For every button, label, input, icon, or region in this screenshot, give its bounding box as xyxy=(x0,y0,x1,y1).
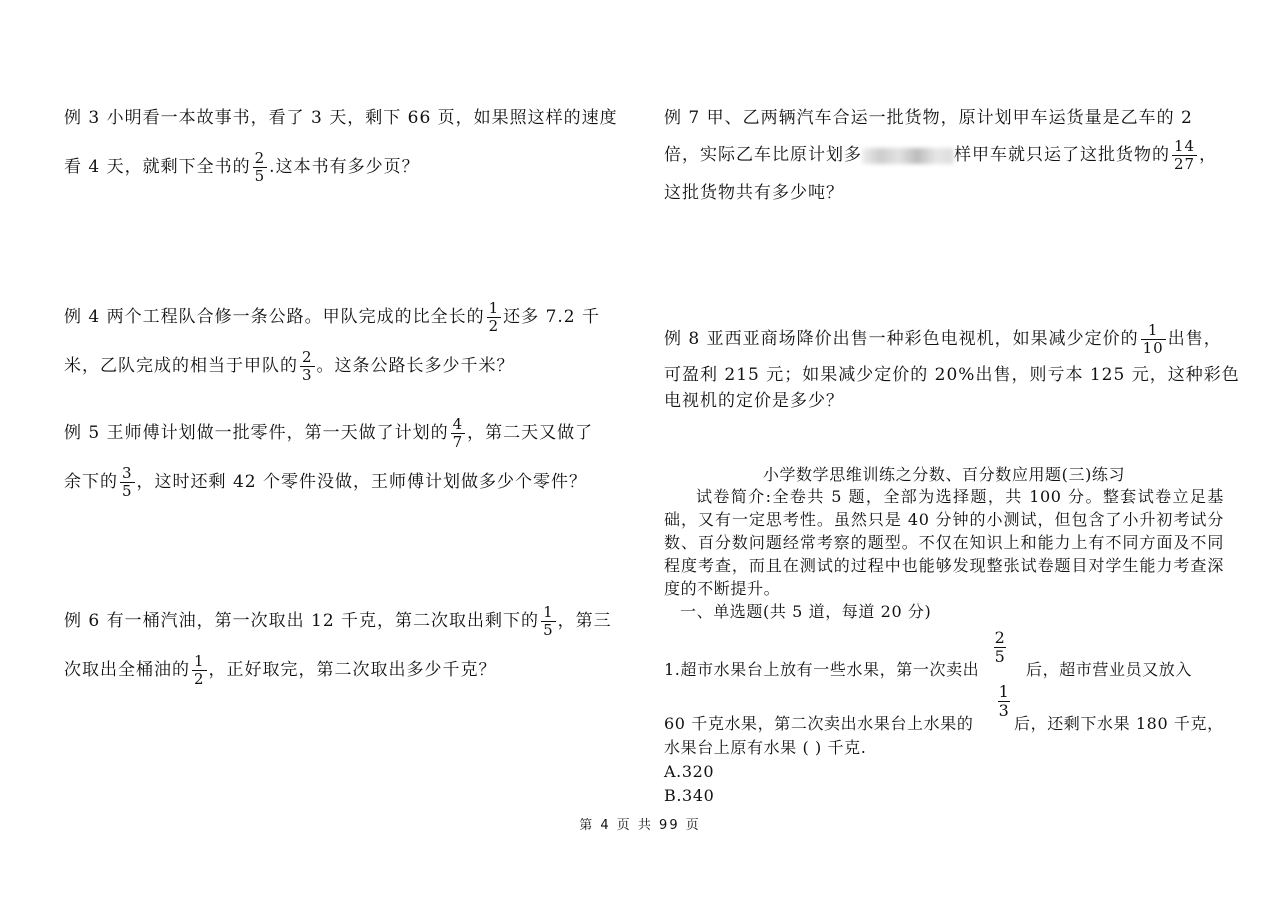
example-8-line-2: 可盈利 215 元；如果减少定价的 20%出售，则亏本 125 元，这种彩色 xyxy=(664,365,1240,385)
example-3-line-2: 看 4 天，就剩下全书的 $\frac{2}{5}$ .这本书有多少页？ xyxy=(64,149,420,185)
example-7-line-1: 例 7 甲、乙两辆汽车合运一批货物，原计划甲车运货量是乙车的 2 xyxy=(664,108,1193,128)
example-8-line-1: 例 8 亚西亚商场降价出售一种彩色电视机，如果减少定价的 $\frac{1}{10}$ 出售， xyxy=(664,321,1222,357)
fraction: $\frac{1}{2}$ xyxy=(488,299,500,335)
example-7 xyxy=(664,108,1217,203)
example-4-line-1: 例 4 两个工程队合修一条公路。甲队完成的比全长的 $\frac{1}{2}$ 还多 7.2 千 xyxy=(64,299,601,335)
example-5-line-1: 例 5 王师傅计划做一批零件，第一天做了计划的 $\frac{4}{7}$ ，第二天又做了 xyxy=(64,415,594,451)
example-3-line-1: 例 3 小明看一本故事书，看了 3 天，剩下 66 页，如果照这样的速度 xyxy=(64,108,618,128)
example-6-line-2: 次取出全桶油的 $\frac{1}{2}$ ，正好取完，第二次取出多少千克？ xyxy=(64,652,497,688)
example-6 xyxy=(64,604,612,688)
fraction: 2 5 xyxy=(994,628,1006,666)
fraction: $\frac{1}{2}$ xyxy=(194,652,205,688)
fraction: $\frac{2}{3}$ xyxy=(302,348,313,384)
example-4-line-2: 米，乙队完成的相当于甲队的 $\frac{2}{3}$ 。这条公路长多少千米？ xyxy=(64,348,515,384)
fraction: $\frac{1}{10}$ xyxy=(1142,321,1164,357)
question-1 xyxy=(664,628,1224,808)
example-3 xyxy=(64,108,618,185)
example-8-line-3: 电视机的定价是多少？ xyxy=(664,391,844,411)
example-5 xyxy=(64,416,593,500)
section-heading: 一、单选题(共 5 道，每道 20 分) xyxy=(680,602,932,621)
question-1-line-1: 1.超市水果台上放有一些水果，第一次卖出 后，超市营业员又放入 xyxy=(664,660,1193,679)
fraction: 1 3 xyxy=(998,682,1010,720)
option-a: A.320 xyxy=(664,762,715,781)
example-8 xyxy=(664,322,1240,411)
example-6-line-1: 例 6 有一桶汽油，第一次取出 12 千克，第二次取出剩下的 $\frac{1}{5}$ ，第三 xyxy=(64,603,612,639)
example-4 xyxy=(64,300,600,384)
fraction: $\frac{2}{5}$ xyxy=(254,149,266,185)
example-7-line-2: 倍，实际乙车比原计划多 样甲车就只运了这批货物的 $\frac{14}{27}$ ， xyxy=(664,137,1218,173)
fraction: $\frac{4}{7}$ xyxy=(452,415,464,451)
option-b: B.340 xyxy=(664,786,715,805)
example-5-line-2: 余下的 $\frac{3}{5}$ ，这时还剩 42 个零件没做，王师傅计划做多少个零件？ xyxy=(64,464,587,500)
fraction: $\frac{3}{5}$ xyxy=(122,464,133,500)
question-1-line-3: 水果台上原有水果 ( ) 千克. xyxy=(664,738,867,757)
fraction: $\frac{14}{27}$ xyxy=(1174,137,1196,173)
example-7-line-3: 这批货物共有多少吨？ xyxy=(664,183,844,203)
fraction: $\frac{1}{5}$ xyxy=(543,603,554,639)
exam-title: 小学数学思维训练之分数、百分数应用题(三)练习 xyxy=(762,465,1126,484)
exam-intro: 试卷简介:全卷共 5 题，全部为选择题，共 100 分。整套试卷立足基础，又有一定思考性。虽然只是 40 分钟的小测试，但包含了小升初考试分数、百分数问题经常考察的题型。不仅在知识上和能力上有不同方面及不同程度考查，而且在测试的过程中也能够发现整张试卷题目对学生能力考查深度的不断提升。 xyxy=(664,487,1224,598)
exam-section xyxy=(664,462,1224,623)
question-1-line-2: 60 千克水果，第二次卖出水果台上水果的 后，还剩下水果 180 千克， xyxy=(664,714,1224,733)
redacted-text xyxy=(862,148,954,164)
page-number-footer: 第 4 页 共 99 页 xyxy=(579,818,701,833)
